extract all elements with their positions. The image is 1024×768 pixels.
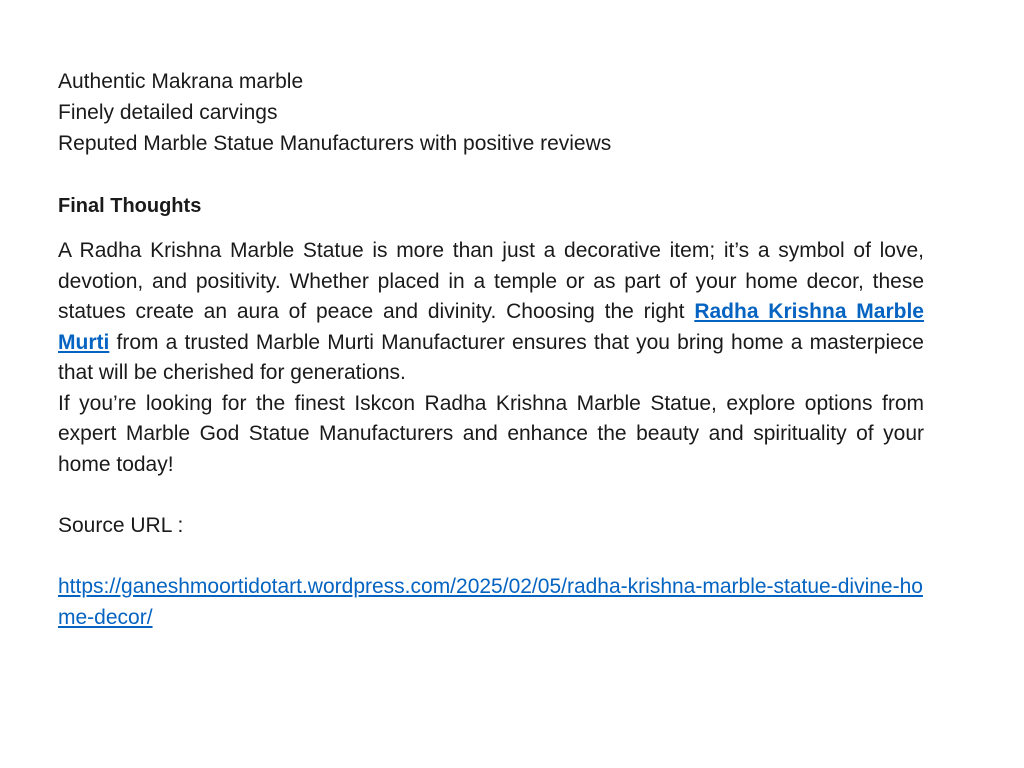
paragraph-text: from a trusted Marble Murti Manufacturer ensures that you bring home a masterpiece that will be cherished for generations.	[58, 330, 924, 384]
slide-content	[58, 66, 924, 633]
paragraph-intro	[58, 236, 924, 389]
list-item: Reputed Marble Statue Manufacturers with positive reviews	[58, 132, 612, 155]
source-label: Source URL :	[58, 514, 184, 537]
source-url-container	[58, 571, 924, 633]
list-item: Finely detailed carvings	[58, 101, 278, 124]
section-heading: Final Thoughts	[58, 195, 202, 217]
paragraph-text: A Radha Krishna Marble Statue is more than just a decorative item; it’s a symbol of love, devotion, and positivity. Whether placed in a temple or as part of your home decor, these statues create an aura of peace and divinity. Choosing the right	[58, 239, 924, 323]
list-item: Authentic Makrana marble	[58, 70, 304, 93]
source-url-link[interactable]: https://ganeshmoortidotart.wordpress.com/2025/02/05/radha-krishna-marble-statue-divine-home-decor/	[58, 575, 923, 629]
feature-list	[58, 66, 924, 159]
paragraph-closing: If you’re looking for the finest Iskcon Radha Krishna Marble Statue, explore options from expert Marble God Statue Manufacturers and enhance the beauty and spirituality of your home today!	[58, 391, 924, 476]
radha-krishna-murti-link[interactable]: Radha Krishna Marble Murti	[58, 300, 924, 354]
